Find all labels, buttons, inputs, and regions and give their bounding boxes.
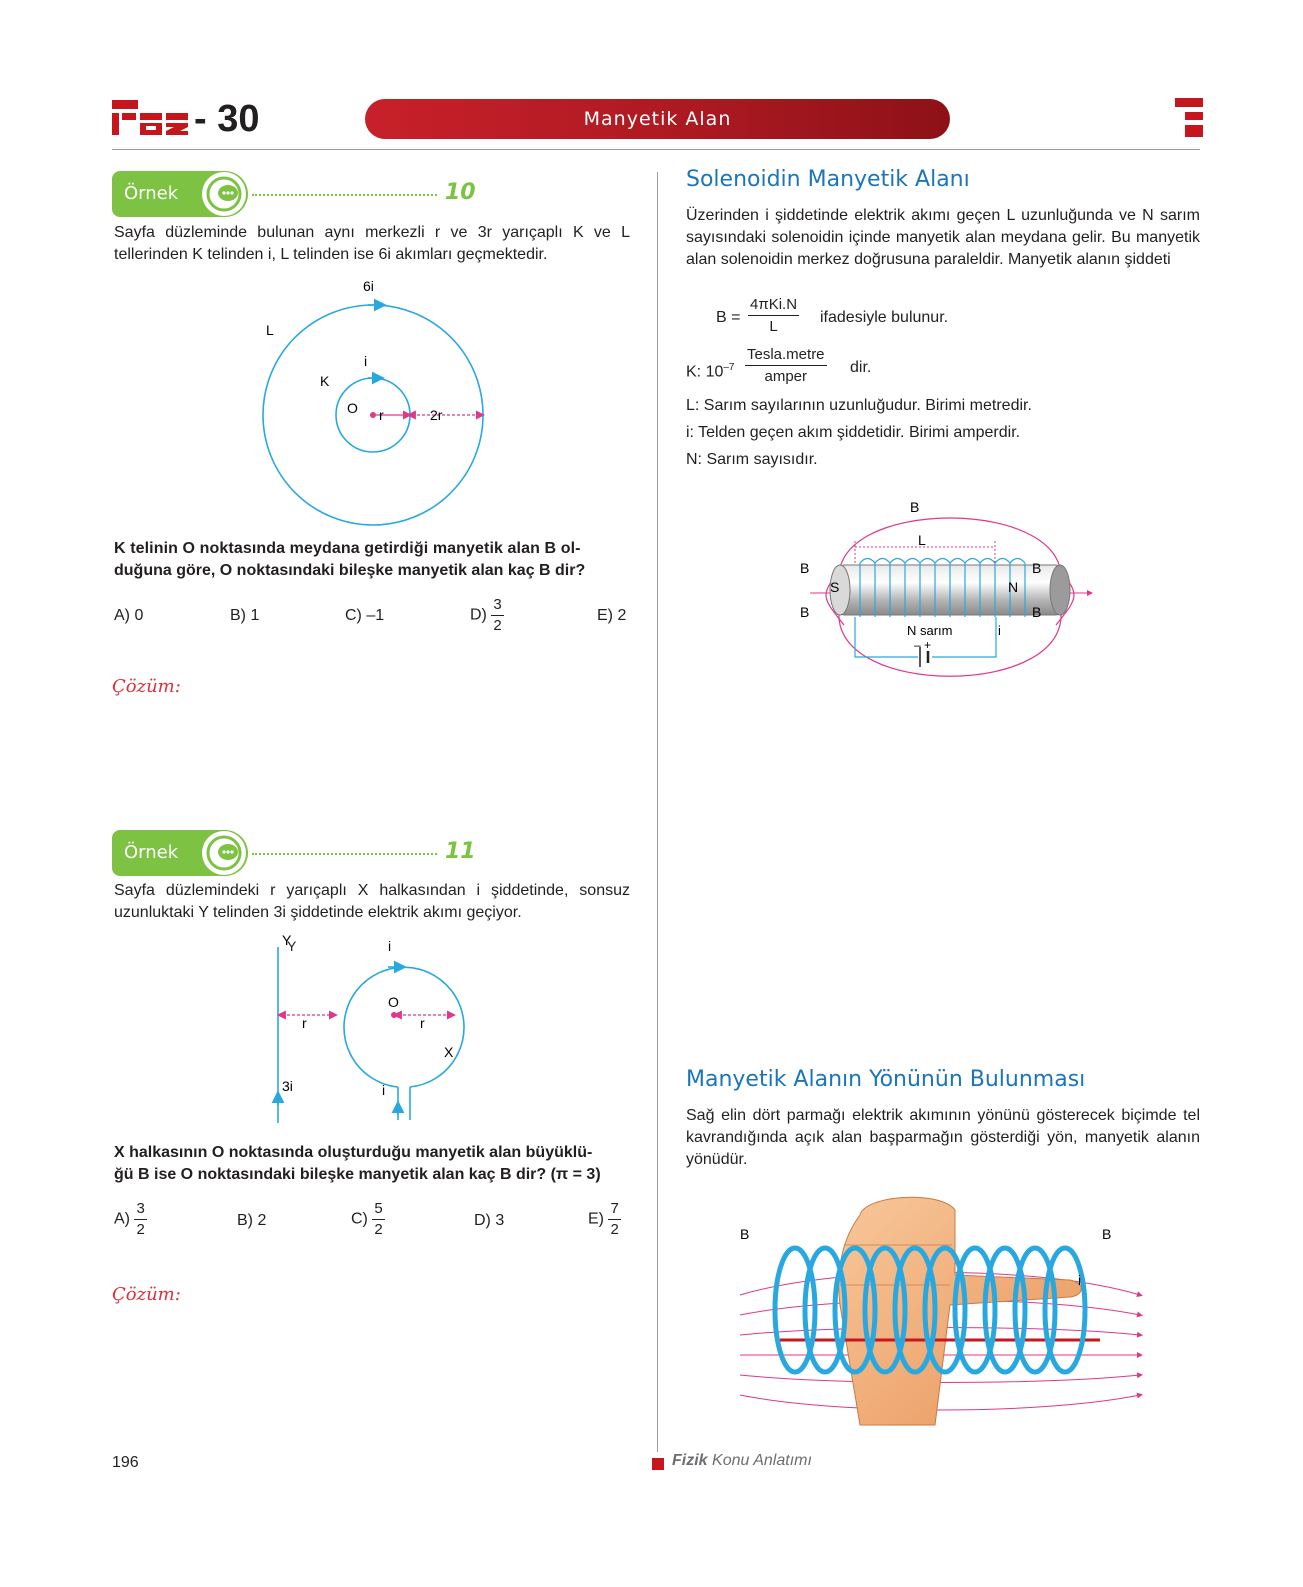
k-constant: K: $10^{-7}$ xyxy=(686,362,735,381)
option-d-label: D) xyxy=(470,606,487,624)
question-line-2: ğü B ise O noktasındaki bileşke manyetik alan kaç B dir? (π = 3) xyxy=(114,1166,601,1183)
footer-brand xyxy=(672,1452,812,1470)
example-text: Sayfa düzlemindeki r yarıçaplı X halkasından i şiddetinde, sonsuz uzunluktaki Y telinden 3i şiddetinde elektrik akımı geçiyor. xyxy=(114,882,630,921)
label-B-left: B xyxy=(740,1226,750,1242)
question-line-2: duğuna göre, O noktasındaki bileşke manyetik alan kaç B dir? xyxy=(114,562,586,579)
option-c-fraction: $\frac{5}{2}$ xyxy=(374,1200,383,1238)
chat-bubbles-icon xyxy=(202,831,246,875)
definition-i: i: Telden geçen akım şiddetidir. Birimi amperdir. xyxy=(686,424,1021,441)
formula-fraction xyxy=(748,295,799,338)
faz-logo xyxy=(112,98,262,144)
solenoid-figure xyxy=(800,499,1100,700)
label-B-top: B xyxy=(910,499,920,515)
option-b[interactable]: B) 1 xyxy=(230,607,260,624)
example-tag-label: Örnek xyxy=(124,842,179,863)
option-d[interactable]: D) 3 xyxy=(474,1212,505,1229)
chat-bubbles-icon xyxy=(202,172,246,216)
footer-brand-rest: Konu Anlatımı xyxy=(712,1452,812,1469)
right-hand-rule-figure xyxy=(740,1195,1160,1435)
column-divider xyxy=(657,172,658,1452)
example-number: 10 xyxy=(445,180,476,205)
label-L: L xyxy=(266,322,274,338)
option-d-fraction: $\frac{3}{2}$ xyxy=(493,596,502,634)
dotted-leader xyxy=(252,853,437,857)
label-i: i xyxy=(364,353,368,369)
example-number: 11 xyxy=(445,839,476,864)
definition-N: N: Sarım sayısıdır. xyxy=(686,451,818,468)
label-N: N xyxy=(1008,579,1019,595)
option-a-fraction: $\frac{3}{2}$ xyxy=(136,1200,145,1238)
page-number: 196 xyxy=(112,1454,139,1471)
label-B-left-top: B xyxy=(800,560,810,576)
label-r-left: r xyxy=(302,1015,307,1031)
loop-X xyxy=(344,967,464,1087)
option-c[interactable]: C) $\frac{5}{2}$ xyxy=(351,1200,383,1238)
label-O: O xyxy=(388,994,399,1010)
label-i: i xyxy=(1078,1272,1082,1288)
example-tag xyxy=(112,830,248,876)
definition-L: L: Sarım sayılarının uzunluğudur. Birimi metredir. xyxy=(686,397,1032,414)
option-d[interactable] xyxy=(470,595,504,636)
center-point xyxy=(370,412,376,418)
label-L: L xyxy=(918,532,926,548)
option-b[interactable]: B) 2 xyxy=(237,1212,267,1229)
formula-suffix: ifadesiyle bulunur. xyxy=(820,309,949,326)
header-rule xyxy=(112,149,1200,150)
option-a[interactable]: A) $\frac{3}{2}$ xyxy=(114,1200,145,1238)
label-B-right-bottom: B xyxy=(1032,604,1042,620)
chapter-banner: Manyetik Alan xyxy=(365,99,950,139)
option-e[interactable]: E) $\frac{7}{2}$ xyxy=(588,1200,619,1238)
label-S: S xyxy=(830,579,840,595)
example-tag-label: Örnek xyxy=(124,183,179,204)
solenoid-paragraph: Üzerinden i şiddetinde elektrik akımı geçen L uzunluğunda ve N sarım sayısındaki solenoidin içinde manyetik alan meydana gelir. Bu manyetik alan solenoidin merkez doğrusuna paraleldir. Manyetik alanın şiddeti xyxy=(686,207,1200,268)
label-B-left-bottom: B xyxy=(800,604,810,620)
label-6i: 6i xyxy=(363,278,374,294)
unit-number: - 30 xyxy=(194,98,260,140)
label-O: O xyxy=(347,400,358,416)
formula-lhs: B = xyxy=(716,309,741,326)
label-i-bottom: i xyxy=(382,1082,386,1098)
dotted-leader xyxy=(252,194,437,198)
example-text: Sayfa düzleminde bulunan aynı merkezli r ve 3r yarıçaplı K ve L tellerinden K telinden i, L telinden ise 6i akımları geçmektedir. xyxy=(114,224,630,263)
wire-loop-figure xyxy=(270,932,490,1125)
label-i: i xyxy=(998,623,1001,638)
concentric-loops-figure xyxy=(250,280,500,530)
option-c[interactable]: C) –1 xyxy=(345,607,385,624)
option-e[interactable]: E) 2 xyxy=(597,607,627,624)
formula-numerator: 4πKi.N xyxy=(748,295,799,316)
option-a[interactable]: A) 0 xyxy=(114,607,144,624)
example-tag xyxy=(112,171,248,217)
label-r: r xyxy=(379,407,384,423)
footer-square-icon xyxy=(652,1458,664,1470)
label-B-right: B xyxy=(1102,1226,1112,1242)
option-e-fraction: $\frac{7}{2}$ xyxy=(610,1200,619,1238)
solution-label: Çözüm: xyxy=(112,1284,181,1305)
label-K: K xyxy=(320,373,330,389)
footer-brand-bold: Fizik xyxy=(672,1452,708,1469)
k-suffix: dir. xyxy=(850,359,872,376)
section-heading-direction: Manyetik Alanın Yönünün Bulunması xyxy=(686,1067,1086,1092)
section-heading-solenoid: Solenoidin Manyetik Alanı xyxy=(686,167,970,192)
label-Y: Y xyxy=(282,932,292,948)
formula-denominator: L xyxy=(769,318,778,335)
label-3i: 3i xyxy=(282,1078,293,1094)
label-B-right-top: B xyxy=(1032,560,1042,576)
solution-label: Çözüm: xyxy=(112,676,181,697)
question-line-1: X halkasının O noktasında oluşturduğu manyetik alan büyüklü- xyxy=(114,1144,593,1161)
label-battery: – + xyxy=(914,638,932,652)
label-i-top: i xyxy=(388,938,392,954)
corner-logo-icon xyxy=(1175,98,1203,144)
direction-paragraph: Sağ elin dört parmağı elektrik akımının yönünü gösterecek biçimde tel kavrandığında açık alan başparmağın gösterdiği yön, manyetik alanın yönüdür. xyxy=(686,1107,1200,1168)
label-r-right: r xyxy=(420,1015,425,1031)
label-N-sarim: N sarım xyxy=(907,623,953,638)
k-unit-fraction: Tesla.metre amper xyxy=(747,346,825,385)
label-X: X xyxy=(444,1044,454,1060)
question-line-1: K telinin O noktasında meydana getirdiği manyetik alan B ol- xyxy=(114,540,581,557)
label-2r: 2r xyxy=(430,407,443,423)
label-Y-text: Y xyxy=(287,938,297,954)
